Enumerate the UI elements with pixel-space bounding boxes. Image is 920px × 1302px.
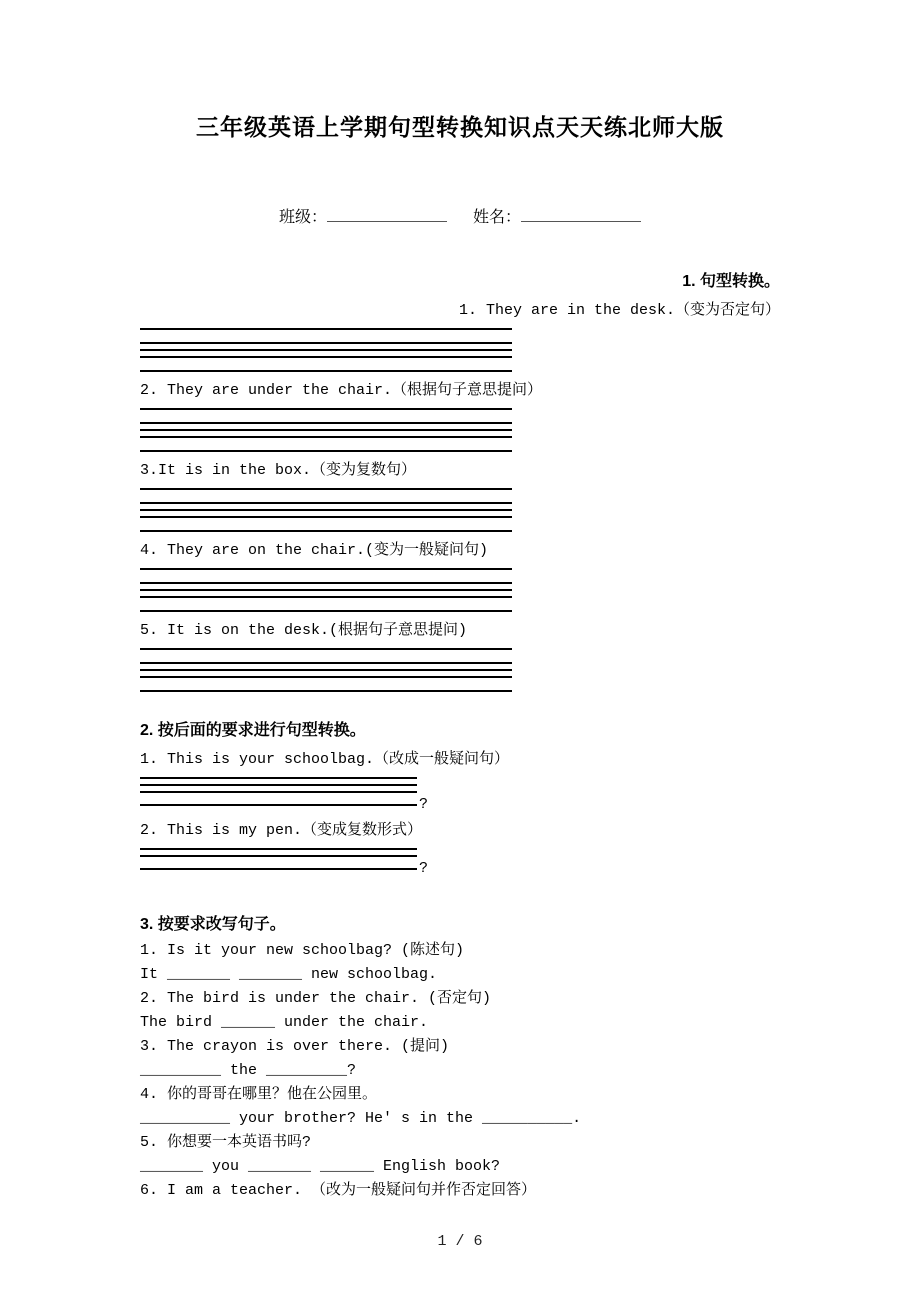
section-2-item-1: 1. This is your schoolbag.（改成一般疑问句） [140, 751, 510, 768]
section-1-item-5: 5. It is on the desk.(根据句子意思提问) [140, 622, 468, 639]
answer-lines-block-2 [140, 408, 512, 452]
section-3-body [140, 939, 780, 1203]
answer-line [140, 662, 512, 664]
answer-line [140, 502, 512, 504]
answer-line [140, 436, 512, 438]
section-1-item-3: 3.It is in the box.（变为复数句） [140, 462, 417, 479]
section-3-line-11: 6. I am a teacher. （改为一般疑问句并作否定回答） [140, 1182, 537, 1199]
page-title: 三年级英语上学期句型转换知识点天天练北师大版 [196, 114, 724, 140]
answer-line [140, 690, 512, 692]
class-name-row [140, 204, 780, 227]
section-1-heading: 1. 句型转换。 [682, 273, 780, 290]
answer-lines-block-5 [140, 648, 512, 692]
answer-line [140, 568, 512, 570]
answer-lines-block-7 [140, 848, 560, 876]
section-3-line-6: _________ the _________? [140, 1062, 357, 1079]
section-2-heading: 2. 按后面的要求进行句型转换。 [140, 722, 366, 739]
answer-line [140, 328, 512, 330]
answer-line [140, 488, 512, 490]
answer-line [140, 582, 512, 584]
section-2-item-2: 2. This is my pen.（变成复数形式） [140, 822, 423, 839]
section-3-line-2: It _______ _______ new schoolbag. [140, 966, 438, 983]
section-1-item-4: 4. They are on the chair.(变为一般疑问句) [140, 542, 489, 559]
section-3-heading: 3. 按要求改写句子。 [140, 916, 286, 933]
answer-lines-block-1 [140, 328, 512, 372]
section-1-item-2: 2. They are under the chair.（根据句子意思提问） [140, 382, 543, 399]
answer-line [140, 596, 512, 598]
answer-line [140, 669, 512, 671]
answer-line [140, 450, 512, 452]
section-3-line-3: 2. The bird is under the chair. (否定句) [140, 990, 492, 1007]
section-3-line-4: The bird ______ under the chair. [140, 1014, 429, 1031]
answer-line [140, 530, 512, 532]
answer-line [140, 777, 417, 779]
section-3-line-9: 5. 你想要一本英语书吗? [140, 1134, 312, 1151]
answer-line [140, 356, 512, 358]
answer-line [140, 509, 512, 511]
section-1-item-1: 1. They are in the desk.（变为否定句） [458, 302, 780, 319]
section-3-line-1: 1. Is it your new schoolbag? (陈述句) [140, 942, 465, 959]
answer-lines-block-6 [140, 777, 560, 812]
answer-line [140, 342, 512, 344]
answer-line [140, 422, 512, 424]
answer-line [140, 791, 417, 793]
answer-line [140, 516, 512, 518]
answer-line [140, 855, 417, 857]
answer-lines-block-3 [140, 488, 512, 532]
answer-line [140, 648, 512, 650]
answer-line [140, 408, 512, 410]
page-number: 1 / 6 [437, 1233, 483, 1250]
answer-line [140, 676, 512, 678]
answer-line [140, 349, 512, 351]
answer-line [140, 848, 417, 850]
answer-lines-block-4 [140, 568, 512, 612]
question-mark: ? [419, 796, 429, 813]
class-label: 班级： [278, 209, 327, 227]
question-mark: ? [419, 860, 429, 877]
name-label: 姓名： [473, 209, 522, 227]
answer-line [140, 610, 512, 612]
section-3-line-10: _______ you _______ ______ English book? [140, 1158, 501, 1175]
answer-line [140, 589, 512, 591]
section-3-line-5: 3. The crayon is over there. (提问) [140, 1038, 450, 1055]
name-blank-line [521, 205, 641, 222]
section-3-line-8: __________ your brother? He' s in the __________. [140, 1110, 582, 1127]
answer-line-with-question-mark [140, 862, 560, 876]
answer-line [140, 429, 512, 431]
class-blank-line [327, 205, 447, 222]
answer-line [140, 804, 417, 806]
answer-line [140, 370, 512, 372]
answer-line [140, 868, 417, 870]
section-3-line-7: 4. 你的哥哥在哪里？他在公园里。 [140, 1086, 378, 1103]
answer-line [140, 784, 417, 786]
answer-line-with-question-mark [140, 798, 560, 812]
